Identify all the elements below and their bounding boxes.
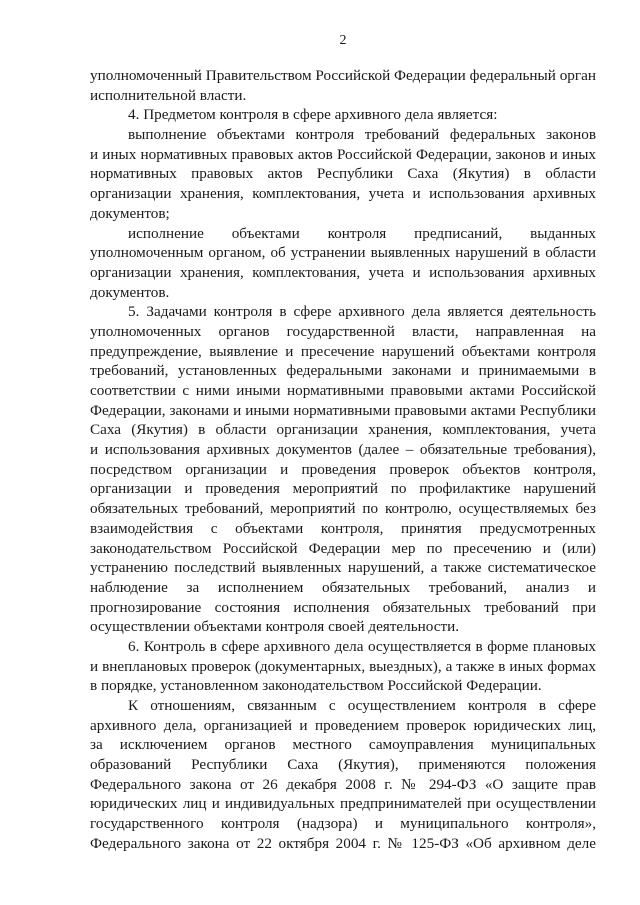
text-line: Саха (Якутия) в области организации хранения, комплектования, учета [90,421,596,439]
text-line: законодательством Российской Федерации мер по пресечению и (или) [90,539,596,557]
text-line: 6. Контроль в сфере архивного дела осуществляется в форме плановых [128,637,596,655]
text-line: прогнозирование состояния исполнения обязательных требований при [90,598,596,616]
text-line: и внеплановых проверок (документарных, выездных), а также в иных формах [90,657,596,675]
text-line: и иных нормативных правовых актов Российской Федерации, законов и иных [90,145,596,163]
text-line: 5. Задачами контроля в сфере архивного дела является деятельность [128,303,596,321]
text-line: в порядке, установленном законодательством Российской Федерации. [90,677,542,695]
text-line: организации хранения, комплектования, учета и использования архивных [90,263,596,281]
text-line: уполномоченным органом, об устранении выявленных нарушений в области [90,244,596,262]
text-line: нормативных правовых актов Республики Саха (Якутия) в области [90,165,596,183]
text-line: государственного контроля (надзора) и муниципального контроля», [90,815,596,833]
text-line: уполномоченных органов государственной власти, направленная на [90,322,596,340]
text-line: 4. Предметом контроля в сфере архивного дела является: [128,106,498,124]
page-number: 2 [339,33,347,48]
text-line: устранению последствий выявленных нарушений, а также систематическое [90,559,596,577]
text-line: образований Республики Саха (Якутия), применяются положения [90,756,596,774]
text-line: и использования архивных документов (далее – обязательные требования), [90,441,596,459]
text-line: требований, установленных федеральными законами и принимаемыми в [90,362,596,380]
text-line: юридических лиц и индивидуальных предпринимателей при осуществлении [90,795,596,813]
text-line: предупреждение, выявление и пресечение нарушений объектами контроля [90,342,596,360]
text-line: за исключением органов местного самоуправления муниципальных [90,736,596,754]
text-line: организации и проведения мероприятий по профилактике нарушений [90,480,596,498]
text-line: исполнительной власти. [90,86,247,104]
text-line: исполнение объектами контроля предписаний, выданных [128,224,596,242]
text-line: К отношениям, связанным с осуществлением контроля в сфере [128,697,596,714]
text-line: документов. [90,283,170,301]
text-line: уполномоченный Правительством Российской Федерации федеральный орган [90,67,596,84]
text-line: выполнение объектами контроля требований федеральных законов [128,126,596,144]
text-line: соответствии с ними иными нормативными правовыми актами Российской [90,382,596,399]
text-line: осуществлении объектами контроля своей деятельности. [90,618,460,636]
text-line: документов; [90,204,170,222]
text-line: Федерального закона от 22 октября 2004 г. № 125-ФЗ «Об архивном деле [90,834,596,852]
text-line: обязательных требований, мероприятий по контролю, осуществляемых без [90,500,596,518]
text-line: организации хранения, комплектования, учета и использования архивных [90,185,596,203]
document-page [90,30,596,854]
text-line: наблюдение за исполнением обязательных требований, анализ и [90,578,596,596]
text-line: архивного дела, организацией и проведением проверок юридических лиц, [90,716,596,734]
document-body [90,66,596,854]
text-line: взаимодействия с объектами контроля, принятия предусмотренных [90,519,596,537]
text-line: посредством организации и проведения проверок объектов контроля, [90,460,596,478]
text-line: Федерации, законами и иными нормативными правовыми актами Республики [90,401,596,419]
text-line: Федерального закона от 26 декабря 2008 г. № 294-ФЗ «О защите прав [90,775,596,793]
